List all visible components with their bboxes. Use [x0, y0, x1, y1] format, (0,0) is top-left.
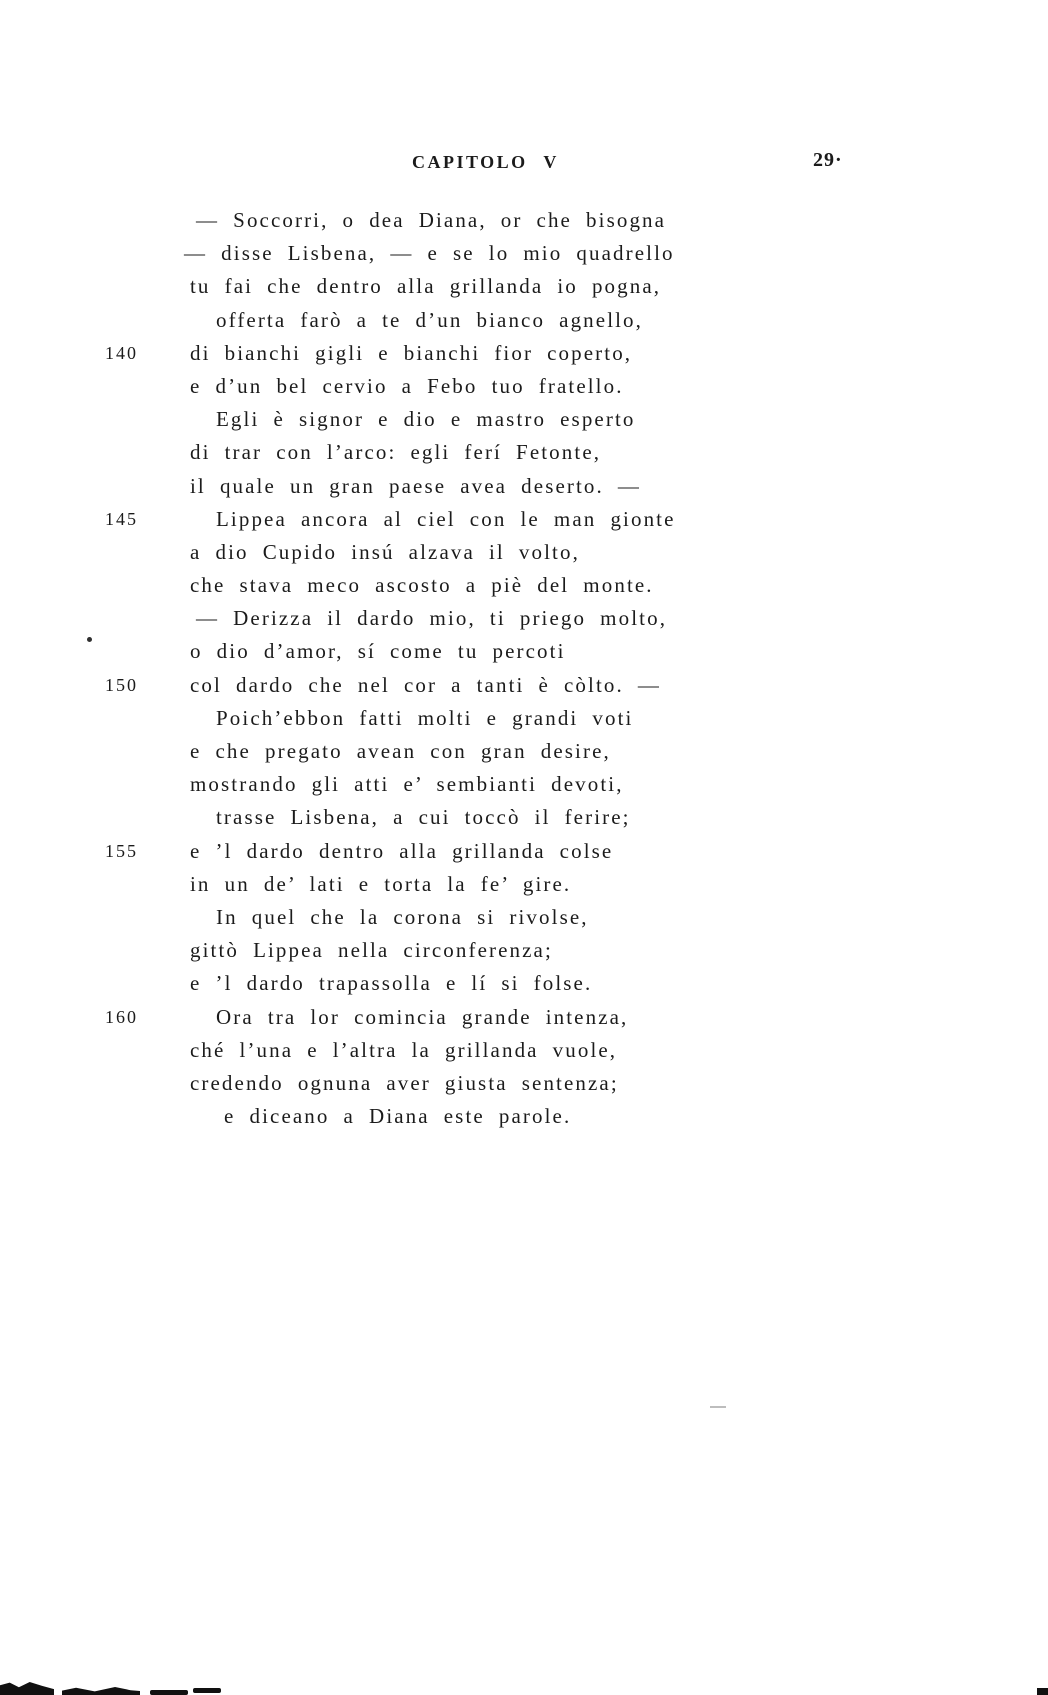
- verse-line-text: Egli è signor e dio e mastro esperto: [216, 407, 636, 432]
- poem-line: [103, 1001, 803, 1034]
- verse-line-text: tu fai che dentro alla grillanda io pogna,: [190, 274, 662, 299]
- page-number: 29·: [813, 149, 843, 171]
- verse-line-text: e d’un bel cervio a Febo tuo fratello.: [190, 373, 624, 398]
- poem-line: [103, 901, 803, 934]
- scan-edge-artifact: [193, 1688, 221, 1693]
- poem-line: [103, 270, 803, 303]
- poem-line: [103, 503, 803, 536]
- poem-line: [103, 702, 803, 735]
- verse-line-text: il quale un gran paese avea deserto. —: [190, 473, 642, 498]
- poem-line: [103, 403, 803, 436]
- verse-line-text: — Derizza il dardo mio, ti priego molto,: [196, 606, 668, 631]
- poem-line: [103, 669, 803, 702]
- poem-text-block: [103, 204, 803, 1133]
- verse-line-text: Lippea ancora al ciel con le man gionte: [216, 506, 676, 531]
- poem-line: [103, 436, 803, 469]
- poem-line: [103, 569, 803, 602]
- poem-line: [103, 370, 803, 403]
- faint-mark-artifact: [710, 1406, 726, 1408]
- poem-line: [103, 1100, 803, 1133]
- verse-line-text: credendo ognuna aver giusta sentenza;: [190, 1070, 619, 1095]
- verse-line-number: 155: [105, 840, 138, 861]
- poem-line: [103, 735, 803, 768]
- verse-line-text: In quel che la corona si rivolse,: [216, 904, 589, 929]
- chapter-heading: CAPITOLO V: [412, 152, 559, 172]
- verse-line-text: Poich’ebbon fatti molti e grandi voti: [216, 705, 634, 730]
- poem-line: [103, 635, 803, 668]
- verse-line-text: ché l’una e l’altra la grillanda vuole,: [190, 1037, 618, 1062]
- poem-line: [103, 1034, 803, 1067]
- verse-line-text: trasse Lisbena, a cui toccò il ferire;: [216, 805, 631, 830]
- verse-line-text: che stava meco ascosto a piè del monte.: [190, 573, 654, 598]
- verse-line-text: e che pregato avean con gran desire,: [190, 739, 611, 763]
- verse-line-text: e ’l dardo dentro alla grillanda colse: [190, 838, 614, 863]
- scan-edge-artifact: [0, 1682, 54, 1695]
- ink-spot-artifact: [87, 637, 92, 642]
- poem-line: [103, 967, 803, 1000]
- verse-line-text: col dardo che nel cor a tanti è còlto. —: [190, 672, 662, 697]
- scan-edge-artifact: [62, 1687, 140, 1695]
- verse-line-text: e diceano a Diana este parole.: [224, 1104, 572, 1129]
- poem-line: [103, 934, 803, 967]
- verse-line-text: mostrando gli atti e’ sembianti devoti,: [190, 772, 624, 797]
- verse-line-text: — disse Lisbena, — e se lo mio quadrello: [184, 241, 675, 266]
- verse-line-text: e ’l dardo trapassolla e lí si folse.: [190, 971, 593, 996]
- verse-line-text: o dio d’amor, sí come tu percoti: [190, 639, 566, 664]
- poem-line: [103, 470, 803, 503]
- verse-line-text: a dio Cupido insú alzava il volto,: [190, 539, 580, 564]
- verse-line-number: 140: [105, 342, 138, 363]
- poem-line: [103, 602, 803, 635]
- verse-line-text: gittò Lippea nella circonferenza;: [190, 938, 553, 963]
- poem-line: [103, 801, 803, 834]
- verse-line-text: Ora tra lor comincia grande intenza,: [216, 1004, 629, 1029]
- verse-line-text: offerta farò a te d’un bianco agnello,: [216, 307, 644, 332]
- poem-line: [103, 204, 803, 237]
- poem-line: [103, 536, 803, 569]
- verse-line-number: 160: [105, 1006, 138, 1027]
- verse-line-text: in un de’ lati e torta la fe’ gire.: [190, 871, 572, 896]
- poem-line: [103, 1067, 803, 1100]
- verse-line-number: 145: [105, 508, 138, 529]
- verse-line-text: di bianchi gigli e bianchi fior coperto,: [190, 340, 633, 365]
- poem-line: [103, 868, 803, 901]
- poem-line: [103, 237, 803, 270]
- verse-line-number: 150: [105, 674, 138, 695]
- scan-edge-artifact: [150, 1690, 188, 1695]
- poem-line: [103, 304, 803, 337]
- verse-line-text: — Soccorri, o dea Diana, or che bisogna: [196, 208, 667, 232]
- poem-line: [103, 337, 803, 370]
- verse-line-text: di trar con l’arco: egli ferí Fetonte,: [190, 440, 602, 465]
- poem-line: [103, 768, 803, 801]
- poem-line: [103, 835, 803, 868]
- scan-edge-artifact: [1037, 1688, 1048, 1695]
